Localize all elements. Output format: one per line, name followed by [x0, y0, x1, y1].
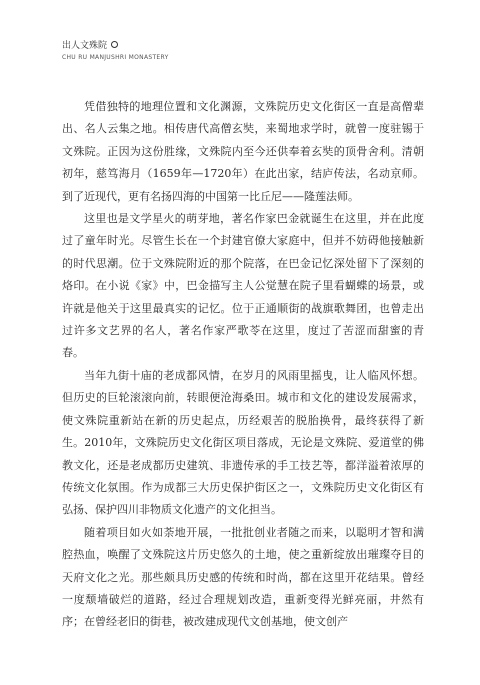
paragraph-4: 随着项目如火如荼地开展，一批批创业者随之而来，以聪明才智和满腔热血，唤醒了文殊院这片历史悠久的土地，使之重新绽放出璀璨夺目的天府文化之光。那些颇具历史感的传统和时尚，都在这里开花结果。曾经一度颓墙破烂的道路，经过合理规划改造，重新变得光鲜亮丽，井然有序；在曾经老旧的街巷，被改建成现代文创基地，使文创产 [62, 525, 424, 629]
paragraph-2: 这里也是文学星火的萌芽地，著名作家巴金就诞生在这里，并在此度过了童年时光。尽管生长在一个封建官僚大家庭中，但并不妨碍他接触新的时代思潮。位于文殊院附近的那个院落，在巴金记忆深处留下了深刻的烙印。在小说《家》中，巴金描写主人公觉慧在院子里看蝴蝶的场景，或许就是他关于这里最真实的记忆。位于正通顺街的战旗歌舞团，也曾走出过许多文艺界的名人，著名作家严歌苓在这里，度过了苦涩而甜蜜的青春。 [62, 212, 424, 360]
header-title-row [62, 38, 169, 51]
circle-dot-icon [111, 41, 118, 48]
paragraph-3: 当年九街十庙的老成都风情，在岁月的风雨里摇曳，让人临风怀想。但历史的巨轮滚滚向前，转眼便沧海桑田。城市和文化的建设发展需求，使文殊院重新站在新的历史起点，历经艰苦的脱胎换骨，最终获得了新生。2010年，文殊院历史文化街区项目落成，无论是文殊院、爱道堂的佛教文化，还是老成都历史建筑、非遗传承的手工技艺等，都洋溢着浓厚的传统文化氛围。作为成都三大历史保护街区之一，文殊院历史文化街区有弘扬、保护四川非物质文化遗产的文化担当。 [62, 368, 424, 517]
book-title: 出人文殊院 [62, 41, 108, 51]
page-body [62, 96, 424, 634]
book-subtitle: CHU RU MANJUSHRI MONASTERY [62, 54, 169, 61]
running-header [62, 38, 169, 61]
paragraph-1: 凭借独特的地理位置和文化渊源，文殊院历史文化街区一直是高僧辈出、名人云集之地。相传唐代高僧玄奘，来蜀地求学时，就曾一度驻锡于文殊院。正因为这份胜缘，文殊院内至今还供奉着玄奘的顶骨舍利。清朝初年，慈笃海月（1659年—1720年）在此出家，结庐传法，名动京师。到了近现代，更有名扬四海的中国第一比丘尼——隆莲法师。 [62, 100, 424, 203]
